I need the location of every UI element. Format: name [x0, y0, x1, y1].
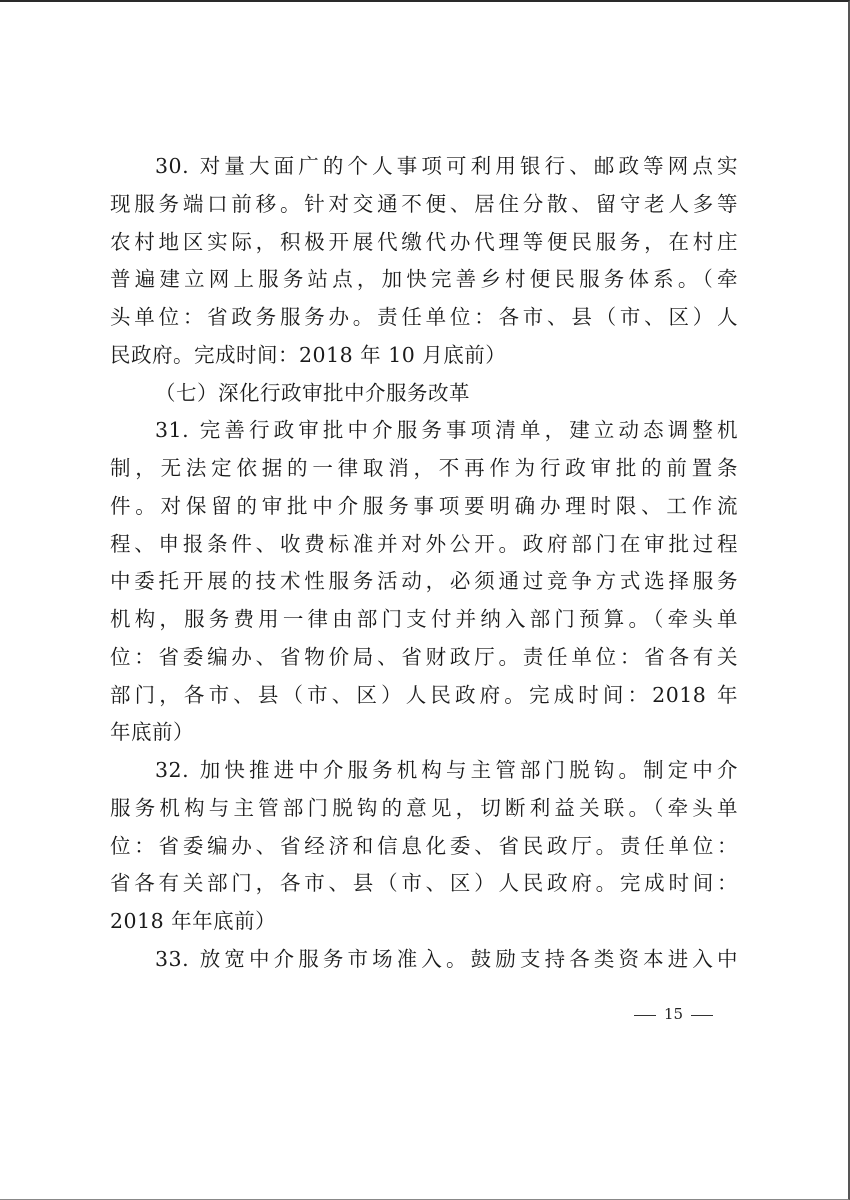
text-line: 头单位：省政务服务办。责任单位：各市、县（市、区）人 [110, 305, 738, 329]
text-line: 件。对保留的审批中介服务事项要明确办理时限、工作流 [110, 493, 738, 518]
paragraph-first-line: 33. 放宽中介服务市场准入。鼓励支持各类资本进入中 [155, 946, 738, 971]
text-line: 服务机构与主管部门脱钩的意见，切断利益关联。（牵头单 [110, 795, 738, 820]
text-line: 程、申报条件、收费标准并对外公开。政府部门在审批过程 [110, 531, 738, 556]
text-line: 年底前） [110, 720, 194, 745]
body-text [110, 148, 738, 979]
text-line: 农村地区实际，积极开展代缴代办代理等便民服务，在村庄 [110, 229, 738, 254]
text-line: 2018 年年底前） [110, 909, 277, 933]
page-number [0, 1005, 848, 1023]
text-line: 民政府。完成时间：2018 年 10 月底前） [110, 342, 507, 367]
text-line: 省各有关部门，各市、县（市、区）人民政府。完成时间： [110, 871, 738, 896]
text-line: 制，无法定依据的一律取消，不再作为行政审批的前置条 [110, 456, 738, 480]
page-number-left-dash [634, 1015, 656, 1016]
text-line: 普遍建立网上服务站点，加快完善乡村便民服务体系。（牵 [110, 267, 738, 292]
paragraph-first-line: 32. 加快推进中介服务机构与主管部门脱钩。制定中介 [155, 758, 738, 782]
text-line: 位：省委编办、省经济和信息化委、省民政厅。责任单位： [110, 833, 738, 858]
text-line: 现服务端口前移。针对交通不便、居住分散、留守老人多等 [110, 191, 738, 216]
section-heading: （七）深化行政审批中介服务改革 [155, 380, 470, 405]
text-line: 部门，各市、县（市、区）人民政府。完成时间：2018 年 [110, 682, 738, 707]
page-number-right-dash [691, 1015, 713, 1016]
text-line: 位：省委编办、省物价局、省财政厅。责任单位：省各有关 [110, 644, 738, 669]
paragraph-first-line: 31. 完善行政审批中介服务事项清单，建立动态调整机 [155, 418, 738, 443]
text-line: 机构，服务费用一律由部门支付并纳入部门预算。（牵头单 [110, 607, 738, 631]
paragraph-first-line: 30. 对量大面广的个人事项可利用银行、邮政等网点实 [155, 154, 738, 178]
text-line: 中委托开展的技术性服务活动，必须通过竞争方式选择服务 [110, 569, 738, 594]
page-number-value: 15 [664, 1005, 684, 1023]
